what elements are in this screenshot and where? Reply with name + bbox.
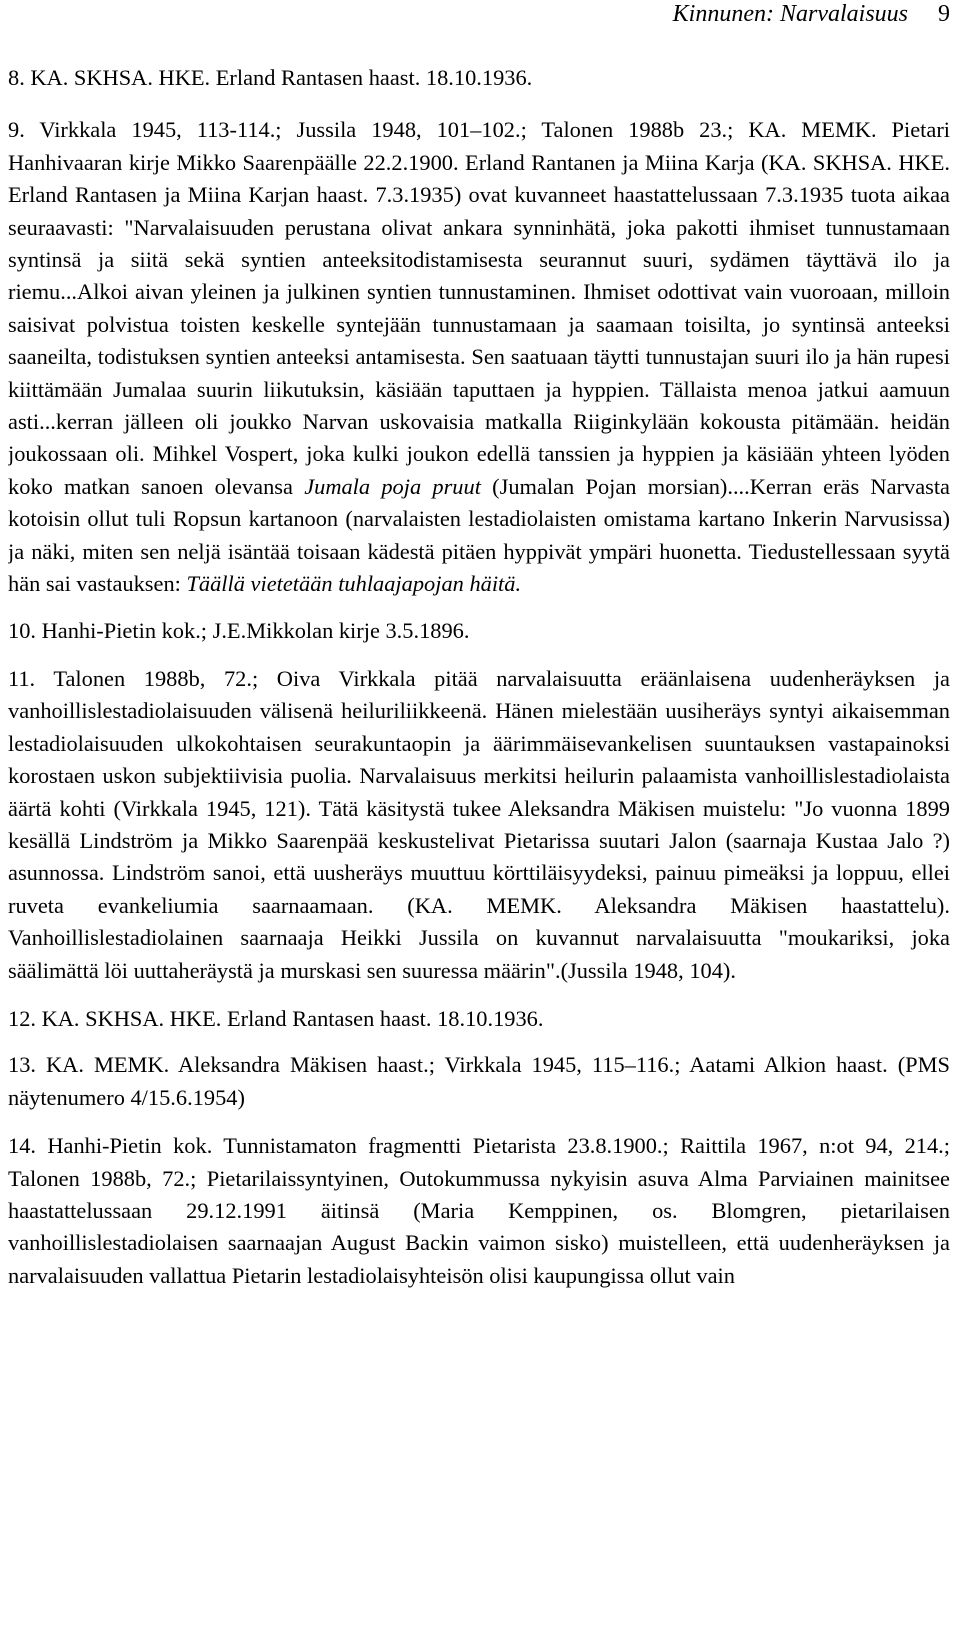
document-page xyxy=(8,0,950,1626)
running-title: Kinnunen: Narvalaisuus xyxy=(672,1,908,27)
footnote-9-text-a: 9. Virkkala 1945, 113-114.; Jussila 1948, 101–102.; Talonen 1988b 23.; KA. MEMK. Pietari Hanhivaaran kirje Mikko Saarenpäälle 22.2.1900. Erland Rantanen ja Miina Karja (KA. SKHSA. HKE. Erland Rantasen ja Miina Karjan haast. 7.3.1935) ovat kuvanneet haastattelussaan 7.3.1935 tuota aikaa seuraavasti: "Narvalaisuuden perustana olivat ankara synninhätä, joka pakotti ihmiset tunnustamaan syntinsä ja siitä sekä syntien anteeksitodistamisesta seurannut suuri, sydämen täyttävä ilo ja riemu...Alkoi aivan yleinen ja julkinen syntien tunnustaminen. Ihmiset odottivat vain vuoroaan, milloin saisivat polvistua toisten keskelle syntejään tunnustamaan ja saamaan toisilta, jo syntinsä anteeksi saaneilta, todistuksen syntien anteeksi antamisesta. Sen saatuaan täytti tunnustajan suuri ilo ja hän rupesi kiittämään Jumalaa suurin liikutuksin, käsiään taputtaen ja hyppien. Tällaista menoa jatkui aamuun asti...kerran jälleen oli joukko Narvan uskovaisia matkalla Riiginkylään kokousta pitämään. heidän joukossaan oli. Mihkel Vospert, joka kulki joukon edellä tanssien ja hyppien ja käsiään yhteen lyöden koko matkan sanoen olevansa xyxy=(8,117,950,499)
footnote-12: 12. KA. SKHSA. HKE. Erland Rantasen haast. 18.10.1936. xyxy=(8,1005,544,1031)
footnote-8: 8. KA. SKHSA. HKE. Erland Rantasen haast. 18.10.1936. xyxy=(8,65,533,90)
footnote-9 xyxy=(8,114,950,600)
footnote-11: 11. Talonen 1988b, 72.; Oiva Virkkala pitää narvalaisuutta eräänlaisena uudenheräyksen ja vanhoillislestadiolaisuuden välisenä heiluriliikkeenä. Hänen mielestään uusiheräys syntyi aikaisemman lestadiolaisuuden ulkokohtaisen seurakuntaopin ja äärimmäisevankelisen suuntauksen vastapainoksi korostaen uskon subjektiivisia puolia. Narvalaisuus merkitsi heilurin palaamista vanhoillislestadiolaista äärtä kohti (Virkkala 1945, 121). Tätä käsitystä tukee Aleksandra Mäkisen muistelu: "Jo vuonna 1899 kesällä Lindström ja Mikko Saarenpää keskustelivat Pietarissa suutari Jalon (saarnaja Kustaa Jalo ?) asunnossa. Lindström sanoi, että uusheräys muuttuu körttiläisyydeksi, painuu pimeäksi ja loppuu, ellei ruveta evankeliumia saarnaamaan. (KA. MEMK. Aleksandra Mäkisen haastattelu). Vanhoillislestadiolainen saarnaaja Heikki Jussila on kuvannut narvalaisuutta "moukariksi, joka säälimättä löi uuttaheräystä ja murskasi sen suuressa määrin".(Jussila 1948, 104). xyxy=(8,665,950,983)
footnote-14: 14. Hanhi-Pietin kok. Tunnistamaton fragmentti Pietarista 23.8.1900.; Raittila 1967, n:ot 94, 214.; Talonen 1988b, 72.; Pietarilaissyntyinen, Outokummussa nykyisin asuva Alma Parviainen mainitsee haastattelussaan 29.12.1991 äitinsä (Maria Kemppinen, os. Blomgren, pietarilaisen vanhoillislestadiolaisen saarnaajan August Backin vaimon sisko) muistelleen, että uudenheräyksen ja narvalaisuuden vallattua Pietarin lestadiolaisyhteisön olisi kaupungissa ollut vain xyxy=(8,1133,950,1288)
running-header xyxy=(8,0,950,28)
footnote-9-text-b: (Jumalan Pojan morsian)....Kerran eräs Narvasta kotoisin ollut tuli Ropsun kartanoon (narvalaisten lestadiolaisten omistama kartano Inkerin Narvusissa) ja näki, miten sen neljä isäntää toisaan kädestä pitäen hyppivät ympäri huonetta. Tiedustellessaan syytä hän sai vastauksen: xyxy=(8,473,950,597)
page-number: 9 xyxy=(938,1,950,27)
footnote-10: 10. Hanhi-Pietin kok.; J.E.Mikkolan kirje 3.5.1896. xyxy=(8,617,470,643)
footnote-13: 13. KA. MEMK. Aleksandra Mäkisen haast.; Virkkala 1945, 115–116.; Aatami Alkion haast. (PMS näytenumero 4/15.6.1954) xyxy=(8,1052,950,1110)
footnote-9-quote-a: Jumala poja pruut xyxy=(304,473,481,499)
footnote-9-quote-b: Täällä vietetään tuhlaajapojan häitä. xyxy=(186,571,522,597)
